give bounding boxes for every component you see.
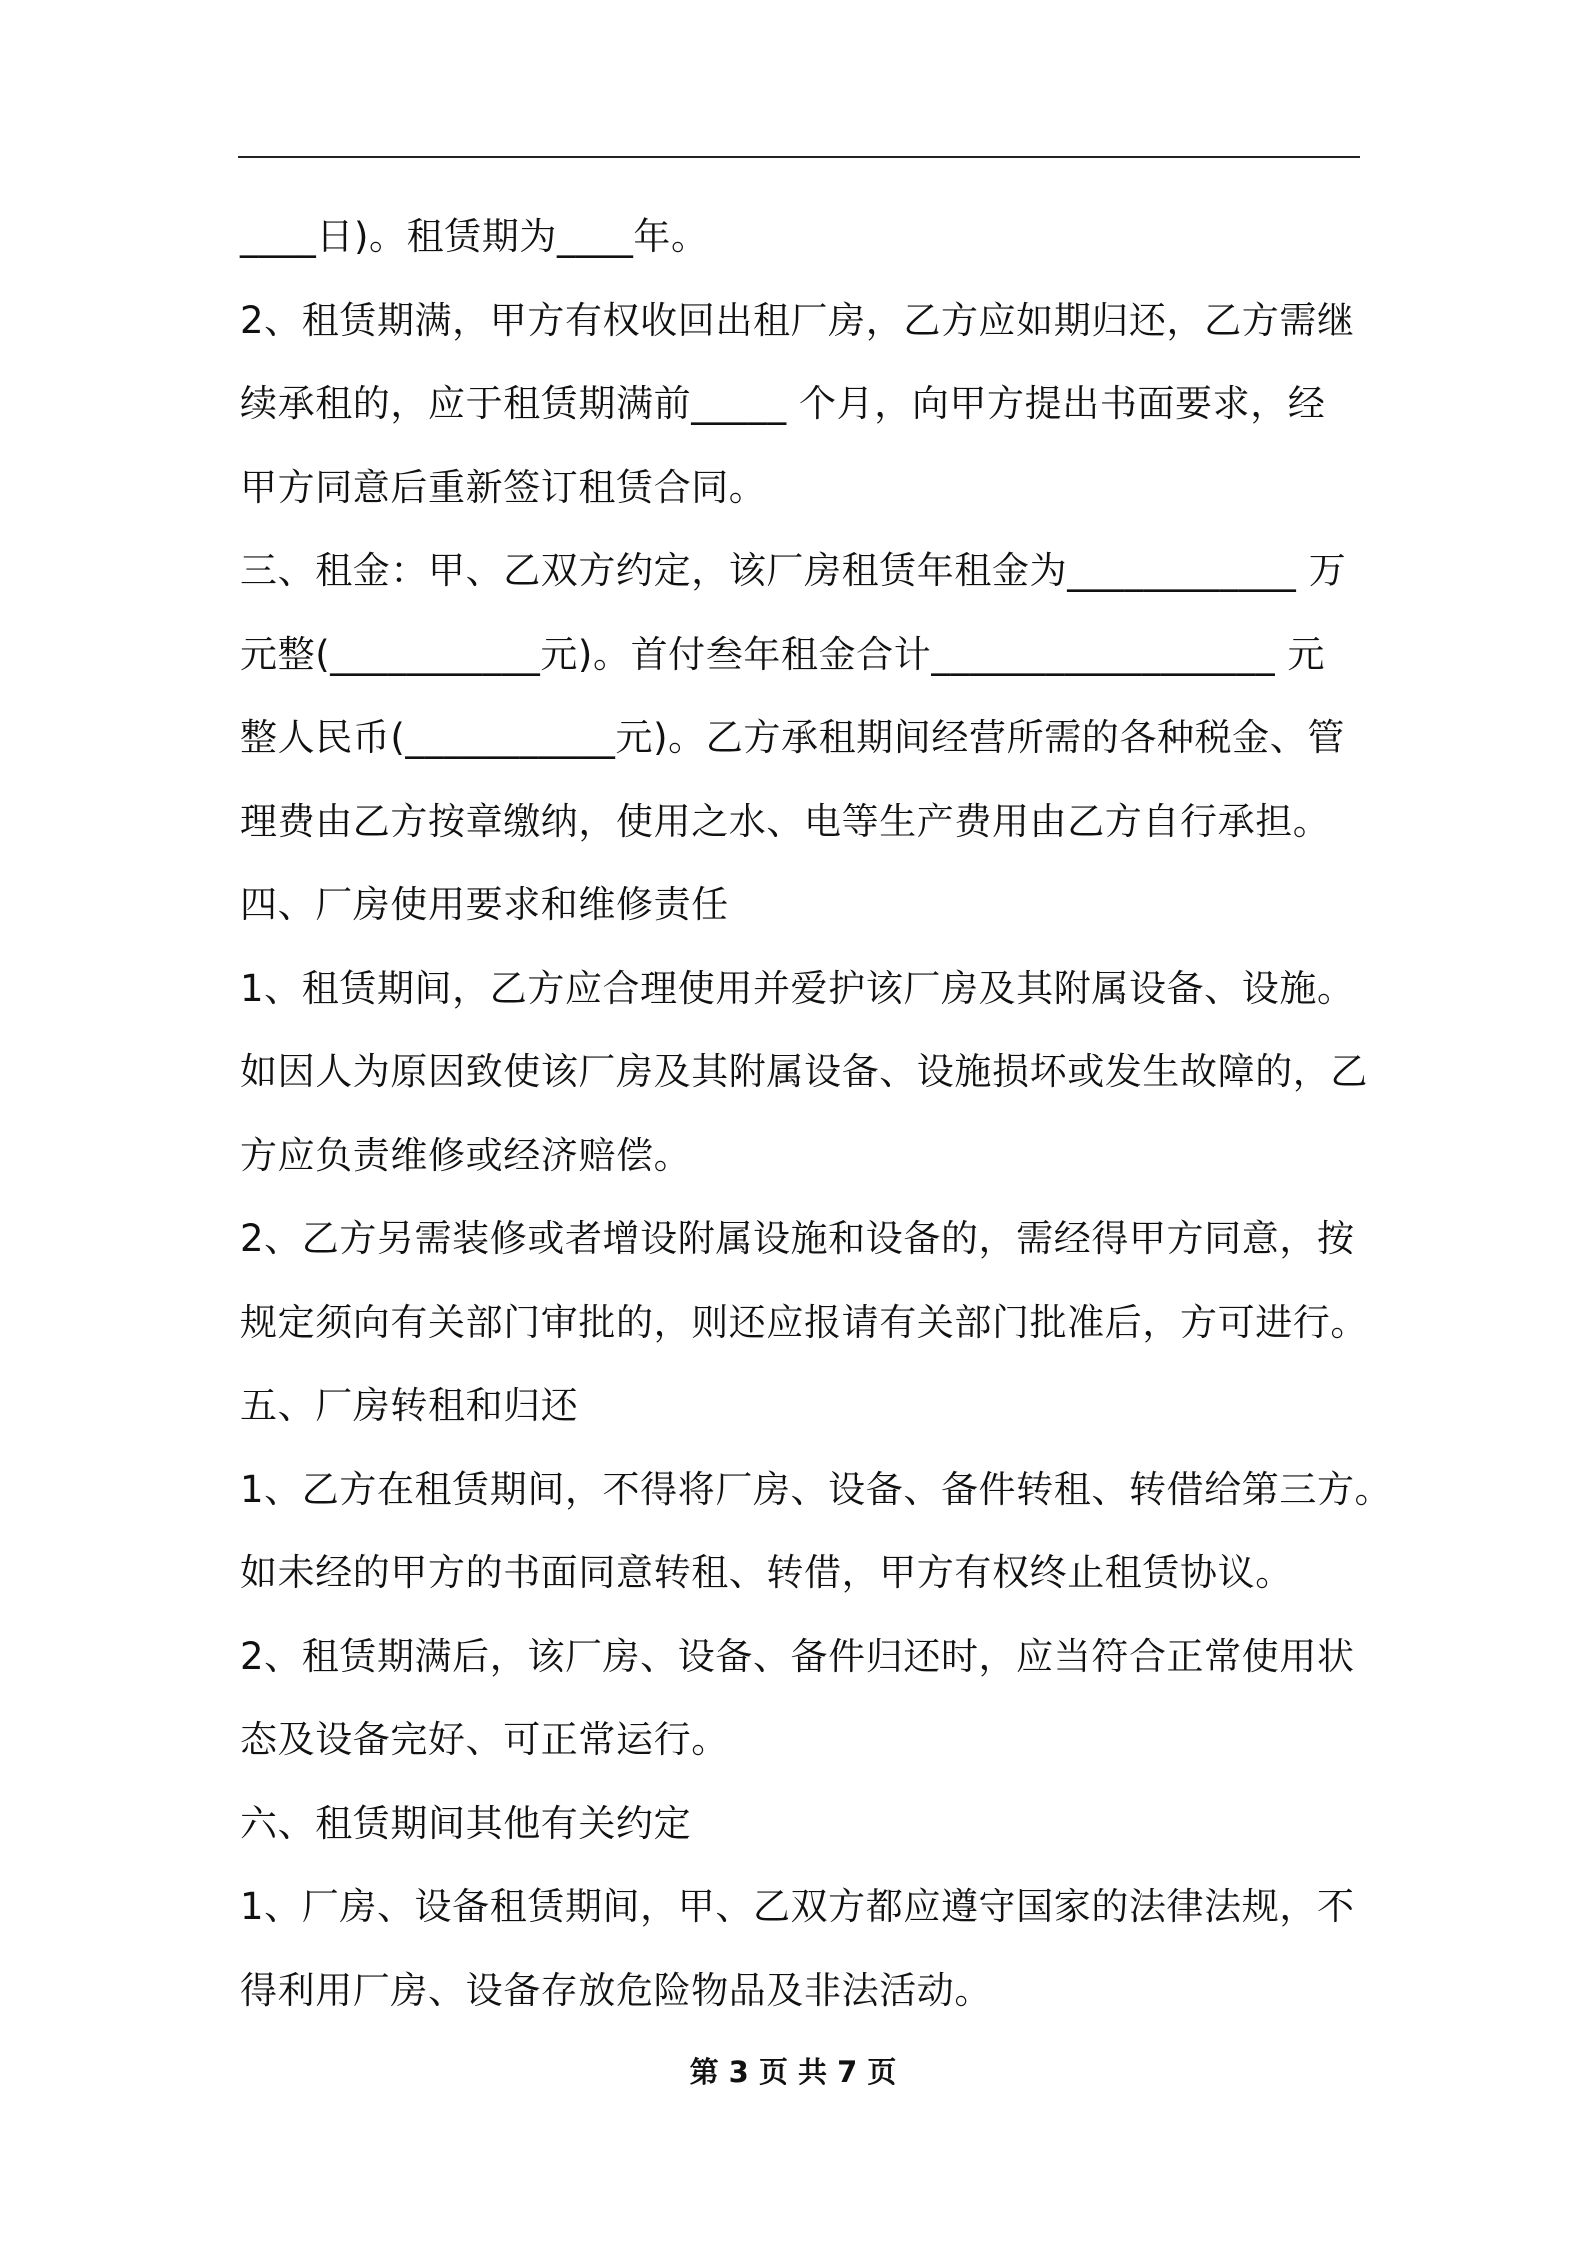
text-line: 2、乙方另需装修或者增设附属设施和设备的，需经得甲方同意，按 xyxy=(240,1217,1355,1260)
page-number-footer: 第 3 页 共 7 页 xyxy=(689,2055,897,2089)
text-line: 态及设备完好、可正常运行。 xyxy=(240,1718,729,1761)
text-line: 甲方同意后重新签订租赁合同。 xyxy=(240,465,767,509)
section-heading-usage: 四、厂房使用要求和维修责任 xyxy=(240,883,729,926)
text-line: 整人民币(___________元)。乙方承租期间经营所需的各种税金、管 xyxy=(240,716,1345,759)
text-line: ____日)。租赁期为____年。 xyxy=(240,215,709,258)
section-heading-sublease: 五、厂房转租和归还 xyxy=(240,1384,579,1427)
header-rule xyxy=(238,156,1360,158)
section-heading-rent: 三、租金：甲、乙双方约定，该厂房租赁年租金为____________ 万 xyxy=(240,549,1347,592)
text-line: 得利用厂房、设备存放危险物品及非法活动。 xyxy=(240,1968,992,2012)
section-heading-other: 六、租赁期间其他有关约定 xyxy=(240,1801,692,1845)
text-line: 1、乙方在租赁期间，不得将厂房、设备、备件转租、转借给第三方。 xyxy=(240,1467,1393,1511)
text-line: 1、租赁期间，乙方应合理使用并爱护该厂房及其附属设备、设施。 xyxy=(240,966,1355,1010)
text-line: 规定须向有关部门审批的，则还应报请有关部门批准后，方可进行。 xyxy=(240,1300,1368,1344)
text-line: 续承租的，应于租赁期满前_____ 个月，向甲方提出书面要求，经 xyxy=(240,382,1326,425)
text-line: 方应负责维修或经济赔偿。 xyxy=(240,1133,692,1177)
text-line: 1、厂房、设备租赁期间，甲、乙双方都应遵守国家的法律法规，不 xyxy=(240,1885,1355,1928)
text-line: 2、租赁期满，甲方有权收回出租厂房，乙方应如期归还，乙方需继 xyxy=(240,298,1355,342)
text-line: 理费由乙方按章缴纳，使用之水、电等生产费用由乙方自行承担。 xyxy=(240,799,1331,843)
document-body xyxy=(240,195,1393,2032)
text-line: 2、租赁期满后，该厂房、设备、备件归还时，应当符合正常使用状 xyxy=(240,1634,1355,1678)
text-line: 如因人为原因致使该厂房及其附属设备、设施损坏或发生故障的，乙 xyxy=(240,1050,1368,1093)
text-line: 元整(___________元)。首付叁年租金合计__________________ 元 xyxy=(240,632,1326,676)
text-line: 如未经的甲方的书面同意转租、转借，甲方有权终止租赁协议。 xyxy=(240,1551,1293,1594)
